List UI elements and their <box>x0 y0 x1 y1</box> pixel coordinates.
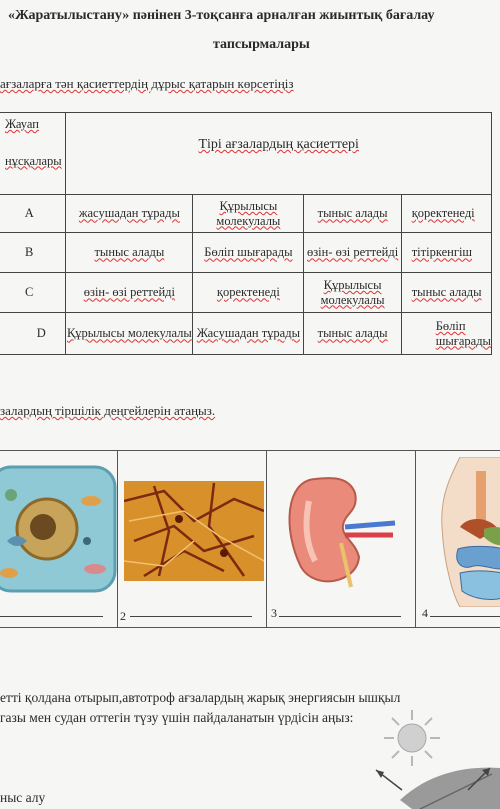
table-cell: тыныс алады <box>401 273 491 313</box>
option-label: D <box>0 313 66 355</box>
table-row <box>0 313 492 355</box>
table-cell: тыныс алады <box>304 195 401 233</box>
table-cell: Құрылысы молекулалы <box>66 313 193 355</box>
organ-system-illustration-icon <box>420 457 500 607</box>
properties-group-header: Тірі ағзалардың қасиеттері <box>66 113 492 195</box>
tissue-photo-icon <box>124 481 264 613</box>
table-row <box>0 195 492 233</box>
properties-table <box>0 112 492 355</box>
level-number: 4 <box>422 606 428 620</box>
life-levels-grid <box>0 450 500 628</box>
worksheet-title: «Жаратылыстану» пәнінен 3-тоқсанға арналған жиынтық бағалау <box>8 8 435 23</box>
table-cell: тыныс алады <box>66 233 193 273</box>
worksheet-title-line2: тапсырмалары <box>213 37 310 52</box>
table-cell: Құрылысы молекулалы <box>304 273 401 313</box>
table-row <box>0 233 492 273</box>
option-label: C <box>0 273 66 313</box>
table-cell: Құрылысы молекулалы <box>193 195 304 233</box>
sun-icon <box>382 708 442 768</box>
table-cell: өзін- өзі реттейді <box>304 233 401 273</box>
table-cell: Бөліп шығарады <box>401 313 491 355</box>
answer-option[interactable]: ныс алу <box>0 790 46 805</box>
table-cell: Бөліп шығарады <box>193 233 304 273</box>
level-cell-2 <box>117 450 267 628</box>
table-row <box>0 273 492 313</box>
level-number: 3 <box>271 606 277 620</box>
leaf-diagram-icon <box>372 760 500 809</box>
answer-line[interactable] <box>130 616 252 617</box>
table-cell: тыныс алады <box>304 313 401 355</box>
question-2-prompt: залардың тіршілік деңгейлерін атаңыз. <box>0 403 216 418</box>
question-3-text: етті қолдана отырып,автотроф ағзалардың жарық энергиясын ышқыл газы мен судан оттегін түзу үшін пайдаланатын үрдісін аңыз: <box>0 690 401 725</box>
cell-illustration-icon <box>0 461 117 601</box>
table-cell: тітіркенгіш <box>401 233 491 273</box>
level-number: 2 <box>120 609 126 623</box>
table-cell: өзін- өзі реттейді <box>66 273 193 313</box>
answer-options-header: Жауап нұсқалары <box>0 113 66 195</box>
question-1-prompt: ағзаларға тән қасиеттердің дұрыс қатарын көрсетіңіз <box>0 76 294 91</box>
level-cell-1 <box>0 450 118 628</box>
level-cell-3 <box>266 450 416 628</box>
table-cell: жасушадан тұрады <box>66 195 193 233</box>
answer-line[interactable] <box>279 616 401 617</box>
table-cell: қоректенеді <box>401 195 491 233</box>
option-label: B <box>0 233 66 273</box>
option-label: A <box>0 195 66 233</box>
table-cell: қоректенеді <box>193 273 304 313</box>
answer-line[interactable] <box>0 616 103 617</box>
answer-line[interactable] <box>430 616 500 617</box>
kidney-illustration-icon <box>275 471 415 591</box>
table-cell: Жасушадан тұрады <box>193 313 304 355</box>
level-cell-4 <box>415 450 500 628</box>
